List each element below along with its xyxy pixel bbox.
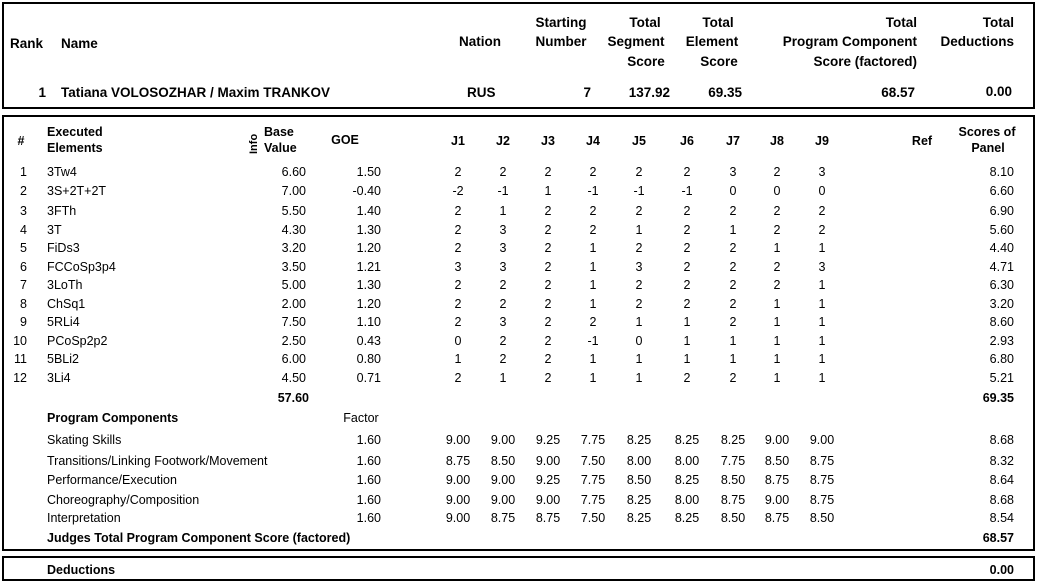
component-judge-score: 7.50: [580, 454, 606, 468]
element-goe: 1.30: [356, 278, 381, 292]
element-judge-score: -1: [633, 184, 645, 198]
element-num: 7: [20, 278, 27, 292]
element-judge-score: 0: [635, 334, 643, 348]
element-num: 4: [20, 223, 27, 237]
element-judge-score: -1: [587, 334, 599, 348]
component-score: 8.64: [989, 473, 1014, 487]
component-factor: 1.60: [356, 473, 381, 487]
component-judge-score: 8.75: [809, 473, 835, 487]
element-panel-score: 6.90: [989, 204, 1014, 218]
component-name: Skating Skills: [47, 433, 122, 447]
element-judge-score: 2: [729, 241, 737, 255]
element-name: FiDs3: [47, 241, 80, 255]
judge-header-4: J4: [586, 134, 600, 148]
element-base: 4.50: [281, 371, 306, 385]
element-judge-score: 1: [589, 371, 597, 385]
component-judge-score: 7.75: [580, 473, 606, 487]
element-judge-score: 2: [729, 297, 737, 311]
element-judge-score: 3: [729, 165, 737, 179]
element-judge-score: 2: [635, 278, 643, 292]
element-base: 6.00: [281, 352, 306, 366]
element-judge-score: 1: [589, 297, 597, 311]
element-base: 6.60: [281, 165, 306, 179]
pcs-label-2: Program Component: [782, 34, 917, 49]
element-judge-score: 2: [818, 223, 826, 237]
element-judge-score: 2: [544, 371, 552, 385]
element-base: 3.50: [281, 260, 306, 274]
element-goe: 1.50: [356, 165, 381, 179]
judge-header-2: J2: [496, 134, 510, 148]
panel-header-2: Panel: [971, 141, 1005, 155]
element-judge-score: 2: [589, 204, 597, 218]
judge-header-1: J1: [451, 134, 465, 148]
skater-nation: RUS: [467, 85, 496, 100]
element-name: 3Li4: [47, 371, 71, 385]
component-factor: 1.60: [356, 454, 381, 468]
element-judge-score: 1: [818, 352, 826, 366]
element-panel-score: 4.40: [989, 241, 1014, 255]
element-base: 3.20: [281, 241, 306, 255]
component-judge-score: 9.00: [809, 433, 835, 447]
element-judge-score: 2: [683, 260, 691, 274]
element-judge-score: 2: [544, 223, 552, 237]
element-judge-score: 2: [544, 334, 552, 348]
component-judge-score: 8.25: [674, 433, 700, 447]
component-factor: 1.60: [356, 511, 381, 525]
element-judge-score: 3: [635, 260, 643, 274]
judge-header-8: J8: [770, 134, 784, 148]
element-num: 1: [20, 165, 27, 179]
base-total: 57.60: [277, 391, 309, 405]
element-name: 3Tw4: [47, 165, 77, 179]
element-base: 5.50: [281, 204, 306, 218]
element-num: 5: [20, 241, 27, 255]
skater-tes: 69.35: [708, 85, 742, 100]
element-judge-score: 2: [683, 297, 691, 311]
component-judge-score: 8.25: [626, 433, 652, 447]
element-judge-score: 2: [683, 278, 691, 292]
element-judge-score: 2: [544, 297, 552, 311]
element-judge-score: 1: [683, 352, 691, 366]
component-judge-score: 9.00: [490, 433, 516, 447]
skater-name: Tatiana VOLOSOZHAR / Maxim TRANKOV: [61, 85, 331, 100]
component-judge-score: 8.50: [764, 454, 790, 468]
element-panel-score: 2.93: [989, 334, 1014, 348]
component-judge-score: 9.25: [535, 473, 561, 487]
element-judge-score: 2: [683, 241, 691, 255]
element-judge-score: 1: [544, 184, 552, 198]
rank-label: Rank: [10, 36, 44, 51]
element-judge-score: 2: [544, 260, 552, 274]
element-judge-score: 1: [773, 297, 781, 311]
element-num: 6: [20, 260, 27, 274]
component-judge-score: 8.25: [674, 511, 700, 525]
element-judge-score: 2: [635, 241, 643, 255]
component-judge-score: 8.50: [720, 473, 746, 487]
element-num: 3: [20, 204, 27, 218]
judge-header-6: J6: [680, 134, 694, 148]
component-judge-score: 8.00: [674, 493, 700, 507]
element-panel-score: 4.71: [989, 260, 1014, 274]
tes-label-2: Element: [685, 34, 739, 49]
element-base: 4.30: [281, 223, 306, 237]
element-judge-score: 2: [729, 371, 737, 385]
component-judge-score: 8.50: [720, 511, 746, 525]
element-goe: 1.10: [356, 315, 381, 329]
element-judge-score: 1: [589, 278, 597, 292]
tes-label-3: Score: [700, 54, 738, 69]
component-name: Transitions/Linking Footwork/Movement: [47, 454, 268, 468]
deductions-value: 0.00: [989, 563, 1014, 577]
ded-label-1: Total: [982, 15, 1014, 30]
component-judge-score: 8.00: [626, 454, 652, 468]
deductions-box: [2, 556, 1035, 581]
element-base: 5.00: [281, 278, 306, 292]
element-judge-score: 2: [683, 223, 691, 237]
element-judge-score: 2: [589, 315, 597, 329]
pcs-label-3: Score (factored): [813, 54, 917, 69]
element-judge-score: 1: [635, 315, 643, 329]
tes-label-1: Total: [702, 15, 734, 30]
element-name: 5BLi2: [47, 352, 79, 366]
element-judge-score: 2: [499, 297, 507, 311]
skater-pcs: 68.57: [881, 85, 915, 100]
component-judge-score: 8.75: [490, 511, 516, 525]
executed-header-2: Elements: [47, 141, 103, 155]
element-goe: -0.40: [352, 184, 381, 198]
element-judge-score: 3: [499, 315, 507, 329]
element-goe: 0.80: [356, 352, 381, 366]
element-judge-score: 2: [454, 315, 462, 329]
element-judge-score: 2: [454, 241, 462, 255]
starting-number-label-1: Starting: [535, 15, 587, 30]
element-base: 7.50: [281, 315, 306, 329]
element-judge-score: 1: [818, 241, 826, 255]
element-panel-score: 6.60: [989, 184, 1014, 198]
component-judge-score: 8.75: [535, 511, 561, 525]
element-judge-score: 2: [454, 204, 462, 218]
executed-header-1: Executed: [47, 125, 103, 139]
element-judge-score: 0: [773, 184, 781, 198]
element-judge-score: 2: [635, 297, 643, 311]
pcs-label-1: Total: [885, 15, 917, 30]
element-goe: 0.43: [356, 334, 381, 348]
component-judge-score: 8.75: [764, 511, 790, 525]
element-name: 3FTh: [47, 204, 77, 218]
judges-total-label: Judges Total Program Component Score (factored): [47, 531, 351, 545]
skater-deductions: 0.00: [985, 84, 1012, 99]
element-panel-score: 5.21: [989, 371, 1014, 385]
element-goe: 1.20: [356, 241, 381, 255]
element-judge-score: 1: [454, 352, 462, 366]
element-judge-score: 3: [499, 260, 507, 274]
element-judge-score: 2: [544, 315, 552, 329]
element-judge-score: 2: [454, 223, 462, 237]
component-score: 8.68: [989, 433, 1014, 447]
element-base: 7.00: [281, 184, 306, 198]
component-judge-score: 8.25: [626, 511, 652, 525]
element-name: ChSq1: [47, 297, 86, 311]
element-goe: 1.21: [356, 260, 381, 274]
element-judge-score: 1: [818, 334, 826, 348]
component-score: 8.32: [989, 454, 1014, 468]
element-judge-score: 1: [729, 223, 737, 237]
element-name: 3T: [47, 223, 62, 237]
element-judge-score: 2: [589, 165, 597, 179]
component-judge-score: 8.50: [809, 511, 835, 525]
element-judge-score: 1: [589, 352, 597, 366]
element-name: 5RLi4: [47, 315, 80, 329]
element-judge-score: 2: [454, 165, 462, 179]
element-panel-score: 8.10: [989, 165, 1014, 179]
element-name: 3LoTh: [47, 278, 83, 292]
component-score: 8.54: [989, 511, 1014, 525]
component-judge-score: 8.25: [626, 493, 652, 507]
tss-label-3: Score: [627, 54, 665, 69]
element-judge-score: 2: [544, 352, 552, 366]
component-score: 8.68: [989, 493, 1014, 507]
element-base: 2.50: [281, 334, 306, 348]
skater-starting-number: 7: [583, 85, 591, 100]
element-judge-score: 2: [729, 204, 737, 218]
element-judge-score: 2: [818, 204, 826, 218]
element-judge-score: 2: [544, 204, 552, 218]
element-name: FCCoSp3p4: [47, 260, 116, 274]
element-judge-score: 1: [729, 334, 737, 348]
component-judge-score: 9.00: [490, 493, 516, 507]
element-judge-score: 2: [499, 334, 507, 348]
tss-label-1: Total: [629, 15, 661, 30]
element-judge-score: 1: [589, 260, 597, 274]
element-judge-score: 1: [499, 204, 507, 218]
element-goe: 1.30: [356, 223, 381, 237]
element-judge-score: 0: [454, 334, 462, 348]
element-judge-score: 2: [635, 165, 643, 179]
element-judge-score: -1: [681, 184, 693, 198]
element-num: 10: [13, 334, 27, 348]
tss-label-2: Segment: [607, 34, 665, 49]
element-judge-score: 0: [729, 184, 737, 198]
element-judge-score: 2: [635, 204, 643, 218]
element-num: 9: [20, 315, 27, 329]
component-judge-score: 9.00: [535, 493, 561, 507]
component-judge-score: 8.75: [445, 454, 471, 468]
element-judge-score: 3: [818, 260, 826, 274]
element-goe: 0.71: [356, 371, 381, 385]
component-judge-score: 9.00: [445, 511, 471, 525]
element-judge-score: 1: [773, 352, 781, 366]
element-judge-score: 2: [729, 260, 737, 274]
component-judge-score: 7.75: [580, 433, 606, 447]
element-judge-score: 1: [499, 371, 507, 385]
element-judge-score: 1: [729, 352, 737, 366]
element-judge-score: 2: [499, 165, 507, 179]
element-judge-score: 2: [544, 165, 552, 179]
ded-label-2: Deductions: [940, 34, 1014, 49]
element-judge-score: 1: [818, 315, 826, 329]
element-judge-score: 2: [773, 204, 781, 218]
element-judge-score: -1: [587, 184, 599, 198]
skater-tss: 137.92: [628, 85, 670, 100]
nation-label: Nation: [459, 34, 501, 49]
starting-number-label-2: Number: [535, 34, 587, 49]
element-judge-score: -1: [497, 184, 509, 198]
element-panel-score: 6.80: [989, 352, 1014, 366]
component-judge-score: 8.00: [674, 454, 700, 468]
name-label: Name: [61, 36, 98, 51]
element-judge-score: 1: [635, 371, 643, 385]
component-judge-score: 9.25: [535, 433, 561, 447]
component-judge-score: 8.50: [490, 454, 516, 468]
component-judge-score: 8.75: [764, 473, 790, 487]
info-header: Info: [248, 133, 260, 154]
element-judge-score: 1: [683, 315, 691, 329]
element-judge-score: 2: [773, 278, 781, 292]
judge-header-7: J7: [726, 134, 740, 148]
element-judge-score: 2: [454, 297, 462, 311]
element-judge-score: 2: [544, 241, 552, 255]
element-judge-score: 1: [635, 352, 643, 366]
element-judge-score: 2: [589, 223, 597, 237]
element-base: 2.00: [281, 297, 306, 311]
component-judge-score: 8.75: [720, 493, 746, 507]
deductions-label: Deductions: [47, 563, 116, 577]
component-judge-score: 8.75: [809, 454, 835, 468]
element-judge-score: 2: [454, 371, 462, 385]
element-judge-score: 1: [683, 334, 691, 348]
element-name: 3S+2T+2T: [47, 184, 107, 198]
component-judge-score: 7.75: [580, 493, 606, 507]
component-judge-score: 8.25: [674, 473, 700, 487]
judges-total-value: 68.57: [982, 531, 1014, 545]
element-goe: 1.40: [356, 204, 381, 218]
component-judge-score: 9.00: [490, 473, 516, 487]
component-factor: 1.60: [356, 433, 381, 447]
element-goe: 1.20: [356, 297, 381, 311]
element-judge-score: 3: [499, 241, 507, 255]
element-judge-score: 1: [818, 278, 826, 292]
panel-header-1: Scores of: [958, 125, 1016, 139]
element-judge-score: 1: [818, 297, 826, 311]
element-judge-score: -2: [452, 184, 464, 198]
element-judge-score: 0: [818, 184, 826, 198]
component-judge-score: 9.00: [535, 454, 561, 468]
component-judge-score: 8.50: [626, 473, 652, 487]
factor-label: Factor: [343, 411, 379, 425]
element-judge-score: 2: [683, 204, 691, 218]
component-judge-score: 7.75: [720, 454, 746, 468]
component-name: Performance/Execution: [47, 473, 177, 487]
component-judge-score: 8.25: [720, 433, 746, 447]
element-judge-score: 2: [773, 223, 781, 237]
element-judge-score: 2: [773, 260, 781, 274]
element-judge-score: 2: [729, 278, 737, 292]
component-judge-score: 9.00: [764, 433, 790, 447]
component-name: Choreography/Composition: [47, 493, 200, 507]
judge-header-9: J9: [815, 134, 829, 148]
components-label: Program Components: [47, 411, 179, 425]
judge-header-5: J5: [632, 134, 646, 148]
element-judge-score: 2: [773, 165, 781, 179]
element-judge-score: 2: [683, 371, 691, 385]
element-panel-score: 3.20: [989, 297, 1014, 311]
base-header-1: Base: [264, 125, 294, 139]
element-judge-score: 1: [818, 371, 826, 385]
component-judge-score: 8.75: [809, 493, 835, 507]
element-judge-score: 3: [499, 223, 507, 237]
element-panel-score: 6.30: [989, 278, 1014, 292]
element-num: 11: [14, 352, 27, 366]
component-factor: 1.60: [356, 493, 381, 507]
element-panel-score: 5.60: [989, 223, 1014, 237]
element-judge-score: 2: [683, 165, 691, 179]
element-num: 12: [13, 371, 27, 385]
element-judge-score: 2: [729, 315, 737, 329]
component-judge-score: 9.00: [445, 473, 471, 487]
num-header: #: [17, 134, 25, 148]
tes-total: 69.35: [982, 391, 1014, 405]
element-judge-score: 1: [773, 334, 781, 348]
ref-header: Ref: [911, 134, 933, 148]
element-num: 8: [20, 297, 27, 311]
judge-header-3: J3: [541, 134, 555, 148]
element-num: 2: [20, 184, 27, 198]
element-judge-score: 1: [773, 371, 781, 385]
element-judge-score: 1: [635, 223, 643, 237]
component-judge-score: 9.00: [445, 433, 471, 447]
element-judge-score: 2: [544, 278, 552, 292]
skater-rank: 1: [38, 85, 46, 100]
element-judge-score: 1: [773, 315, 781, 329]
component-judge-score: 9.00: [764, 493, 790, 507]
element-judge-score: 2: [454, 278, 462, 292]
element-judge-score: 3: [454, 260, 462, 274]
component-judge-score: 7.50: [580, 511, 606, 525]
element-judge-score: 2: [499, 278, 507, 292]
element-judge-score: 2: [499, 352, 507, 366]
component-judge-score: 9.00: [445, 493, 471, 507]
base-header-2: Value: [264, 141, 297, 155]
component-name: Interpretation: [47, 511, 121, 525]
element-judge-score: 3: [818, 165, 826, 179]
element-judge-score: 1: [773, 241, 781, 255]
element-judge-score: 1: [589, 241, 597, 255]
element-name: PCoSp2p2: [47, 334, 108, 348]
element-panel-score: 8.60: [989, 315, 1014, 329]
goe-header: GOE: [331, 133, 359, 147]
